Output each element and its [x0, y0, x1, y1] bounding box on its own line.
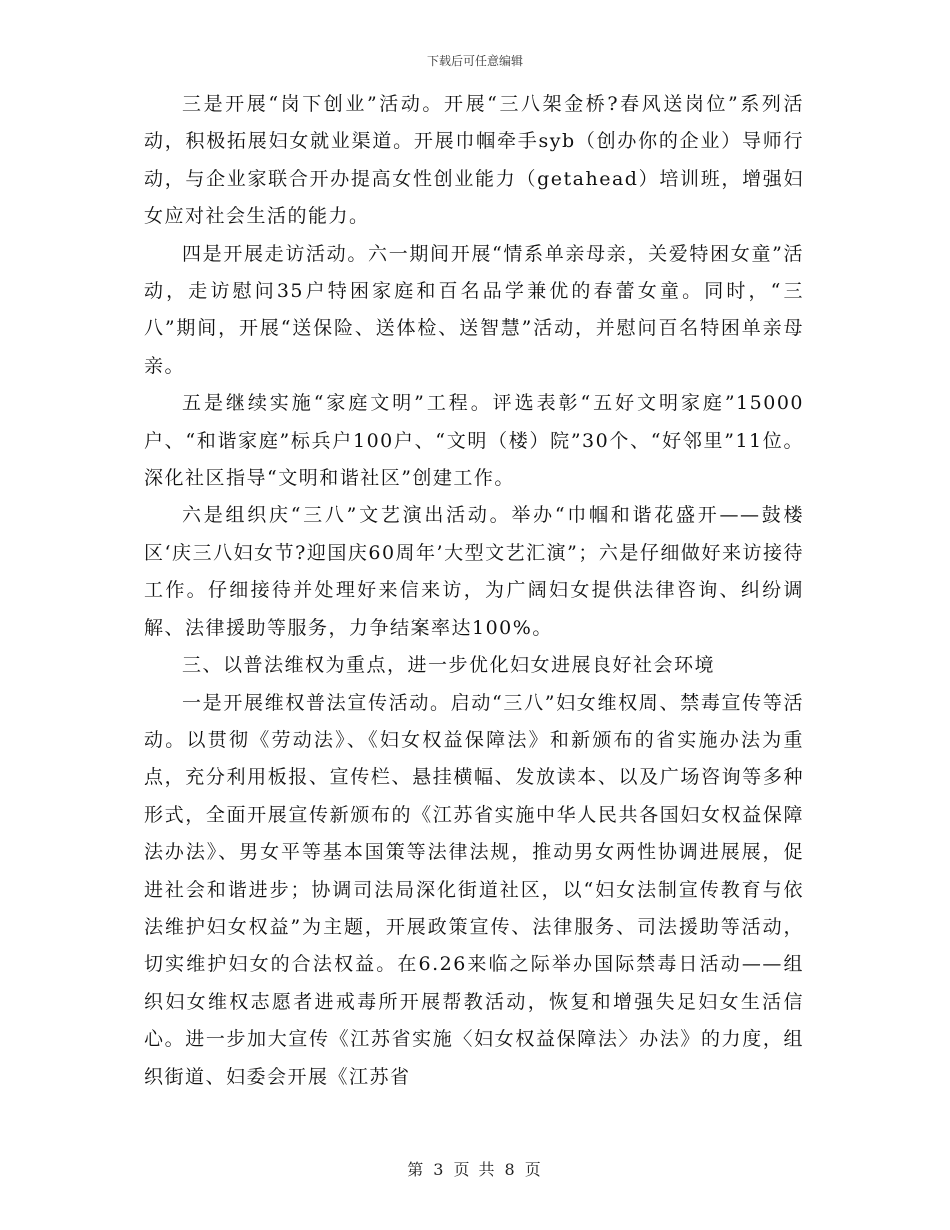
- current-page-number: 3: [433, 1160, 446, 1179]
- paragraph: 六是组织庆“三八”文艺演出活动。举办“巾帼和谐花盛开——鼓楼区‘庆三八妇女节?迎国庆60周年’大型文艺汇演”；六是仔细做好来访接待工作。仔细接待并处理好来信来访，为广阔妇女提供法律咨询、纠纷调解、法律援助等服务，力争结案率达100%。: [144, 504, 804, 639]
- footer-suffix: 页: [524, 1160, 543, 1179]
- footer-prefix: 第: [407, 1160, 426, 1179]
- footer-middle: 页 共: [453, 1160, 497, 1179]
- page-header: 下载后可任意编辑: [426, 54, 523, 68]
- page-footer: [0, 1157, 950, 1180]
- paragraph: 四是开展走访活动。六一期间开展“情系单亲母亲，关爱特困女童”活动，走访慰问35户特困家庭和百名品学兼优的春蕾女童。同时，“三八”期间，开展“送保险、送体检、送智慧”活动，并慰问百名特困单亲母亲。: [144, 242, 804, 377]
- paragraph: 三是开展“岗下创业”活动。开展“三八架金桥?春风送岗位”系列活动，积极拓展妇女就业渠道。开展巾帼牵手syb（创办你的企业）导师行动，与企业家联合开办提高女性创业能力（getahead）培训班，增强妇女应对社会生活的能力。: [144, 93, 804, 228]
- section-heading: 三、以普法维权为重点，进一步优化妇女进展良好社会环境: [182, 654, 716, 677]
- document-body: [144, 86, 804, 1096]
- paragraph: 一是开展维权普法宣传活动。启动“三八”妇女维权周、禁毒宣传等活动。以贯彻《劳动法》、《妇女权益保障法》和新颁布的省实施办法为重点，充分利用板报、宣传栏、悬挂横幅、发放读本、以及广场咨询等多种形式，全面开展宣传新颁布的《江苏省实施中华人民共各国妇女权益保障法办法》、男女平等基本国策等法律法规，推动男女两性协调进展展，促进社会和谐进步；协调司法局深化街道社区，以“妇女法制宣传教育与依法维护妇女权益”为主题，开展政策宣传、法律服务、司法援助等活动，切实维护妇女的合法权益。在6.26来临之际举办国际禁毒日活动——组织妇女维权志愿者进戒毒所开展帮教活动，恢复和增强失足妇女生活信心。进一步加大宣传《江苏省实施〈妇女权益保障法〉办法》的力度，组织街道、妇委会开展《江苏省: [144, 691, 804, 1088]
- paragraph: 五是继续实施“家庭文明”工程。评选表彰“五好文明家庭”15000户、“和谐家庭”标兵户100户、“文明（楼）院”30个、“好邻里”11位。深化社区指导“文明和谐社区”创建工作。: [144, 392, 804, 490]
- total-pages-number: 8: [504, 1160, 517, 1179]
